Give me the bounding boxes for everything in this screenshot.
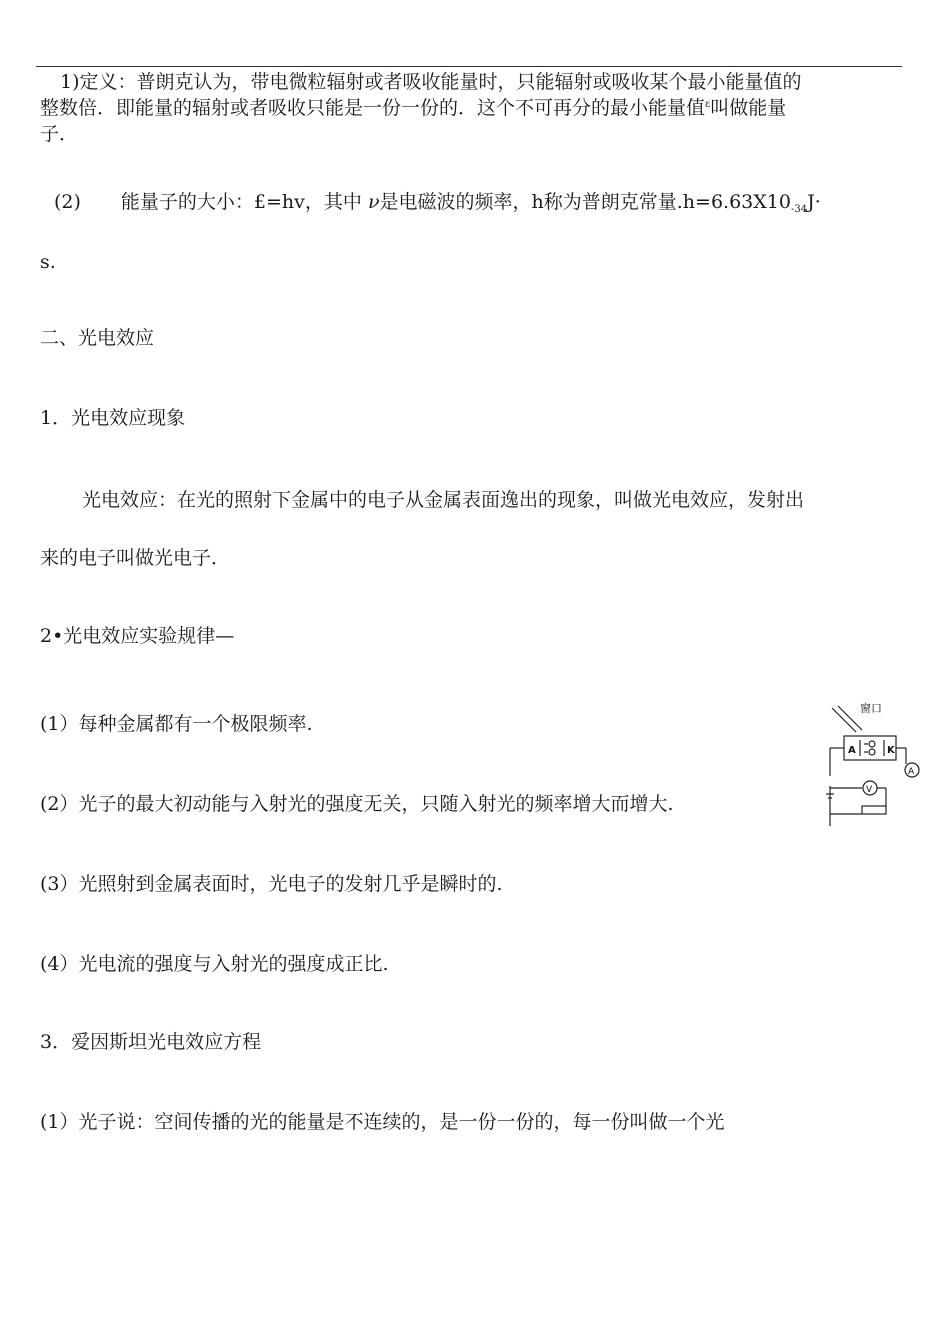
voltmeter-label: V bbox=[866, 785, 873, 795]
planck-exponent: -34 bbox=[790, 204, 808, 215]
electron-1 bbox=[869, 741, 875, 747]
section-title-photoelectric: 二、光电效应 bbox=[40, 327, 155, 349]
nu-symbol: ν bbox=[367, 191, 380, 213]
photoelectric-apparatus-diagram bbox=[812, 702, 924, 826]
definition-line-3: 子． bbox=[40, 123, 79, 145]
ammeter-label: A bbox=[908, 767, 915, 777]
subsection-3-title: 3．爱因斯坦光电效应方程 bbox=[40, 1031, 262, 1053]
quantum-size-line bbox=[54, 190, 821, 218]
cathode-label: K bbox=[887, 745, 895, 756]
top-rule bbox=[36, 66, 902, 67]
subsection-3-item-1: (1）光子说：空间传播的光的能量是不连续的，是一份一份的，每一份叫做一个光 bbox=[40, 1111, 725, 1133]
definition-line-2-tail: 叫做能量 bbox=[710, 97, 787, 119]
epsilon-mark: ε bbox=[705, 99, 711, 110]
subsection-1-title: 1．光电效应现象 bbox=[40, 407, 186, 429]
electron-2 bbox=[869, 749, 875, 755]
quantum-size-number: (2) bbox=[54, 191, 81, 213]
rule-item-4: (4）光电流的强度与入射光的强度成正比. bbox=[40, 953, 389, 975]
quantum-size-text-b: 是电磁波的频率，h称为普朗克常量.h=6.63X10 bbox=[379, 191, 791, 213]
rheostat bbox=[862, 806, 886, 814]
subsection-1-para-line-2: 来的电子叫做光电子． bbox=[40, 547, 231, 569]
definition-line-2 bbox=[40, 96, 786, 124]
subsection-1-para-line-1: 光电效应：在光的照射下金属中的电子从金属表面逸出的现象，叫做光电效应，发射出 bbox=[82, 489, 805, 511]
rule-item-2: (2）光子的最大初动能与入射光的强度无关，只随入射光的频率增大而增大. bbox=[40, 793, 674, 815]
quantum-size-text-a: 能量子的大小：£=hv，其中 bbox=[120, 191, 362, 213]
rule-item-3: (3）光照射到金属表面时，光电子的发射几乎是瞬时的. bbox=[40, 873, 503, 895]
anode-label: A bbox=[848, 745, 856, 756]
quantum-size-text-c: J· bbox=[807, 191, 821, 213]
definition-line-1: 1)定义：普朗克认为，带电微粒辐射或者吸收能量时，只能辐射或吸收某个最小能量值的 bbox=[60, 71, 802, 93]
subsection-2-title: 2•光电效应实验规律— bbox=[40, 625, 235, 647]
definition-line-2-text: 整数倍．即能量的辐射或者吸收只能是一份一份的．这个不可再分的最小能量值 bbox=[40, 97, 706, 119]
rule-item-1: (1）每种金属都有一个极限频率. bbox=[40, 713, 313, 735]
quantum-size-line-2: s. bbox=[40, 251, 56, 273]
window-label: 窗口 bbox=[860, 702, 882, 715]
